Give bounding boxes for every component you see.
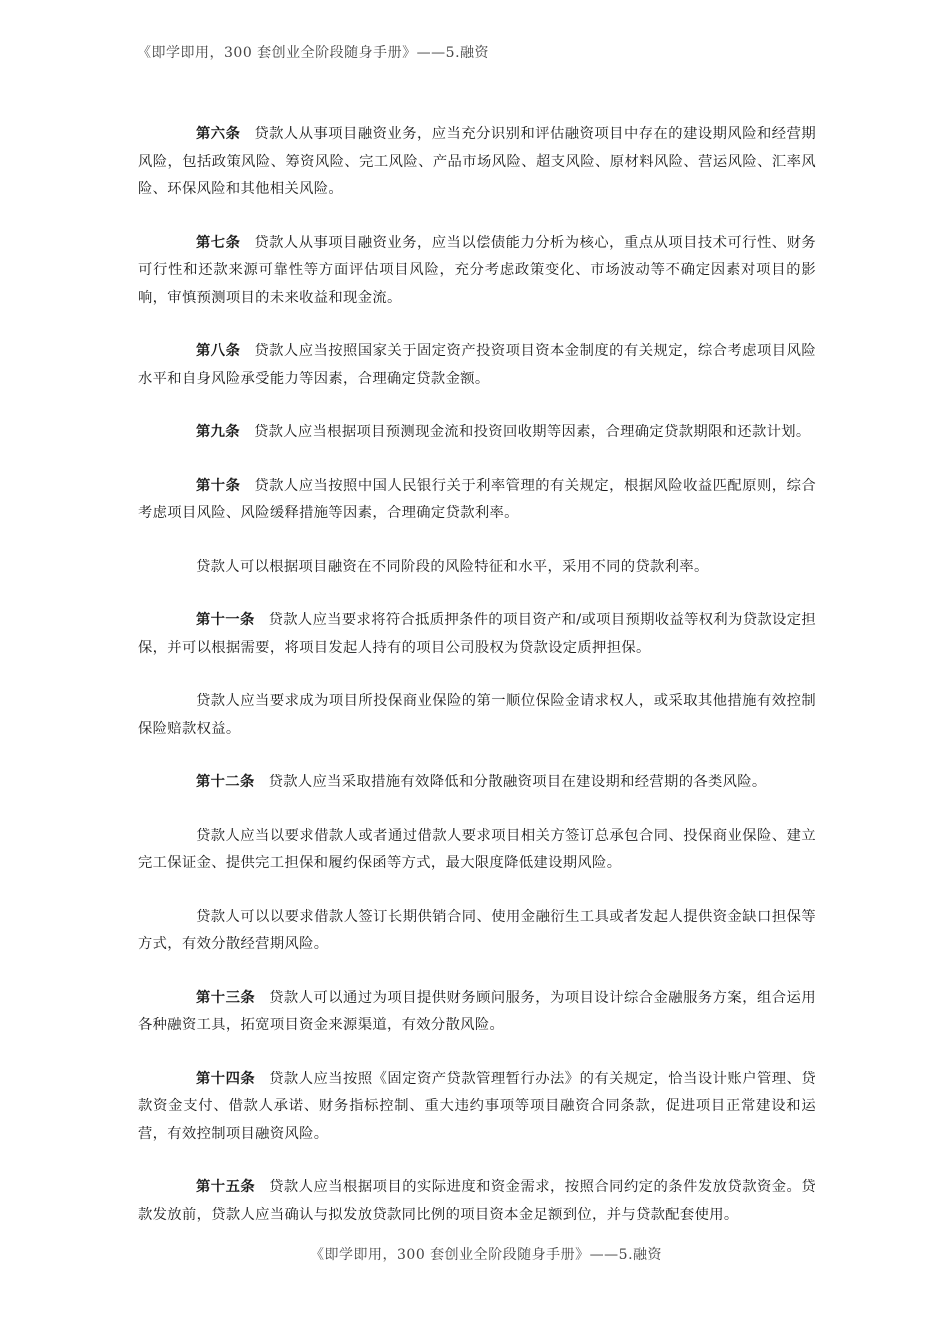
- article-text: 贷款人应当按照《固定资产贷款管理暂行办法》的有关规定，恰当设计账户管理、贷款资金支付、借款人承诺、财务指标控制、重大违约事项等项目融资合同条款，促进项目正常建设和运营，有效控制项目融资风险。: [138, 1070, 816, 1142]
- article-text: 贷款人应当按照中国人民银行关于利率管理的有关规定，根据风险收益匹配原则，综合考虑项目风险、风险缓释措施等因素，合理确定贷款利率。: [138, 477, 816, 521]
- article-text: 贷款人应当根据项目预测现金流和投资回收期等因素，合理确定贷款期限和还款计划。: [253, 424, 811, 440]
- article-9: [138, 419, 816, 447]
- article-text: 贷款人应当根据项目的实际进度和资金需求，按照合同约定的条件发放贷款资金。贷款发放前，贷款人应当确认与拟发放贷款同比例的项目资本金足额到位，并与贷款配套使用。: [138, 1179, 816, 1223]
- article-13: [138, 985, 816, 1040]
- article-number: 第九条: [196, 424, 240, 440]
- article-number: 第八条: [196, 343, 241, 359]
- article-12-clause-2: [138, 823, 816, 878]
- article-text: 贷款人应当要求成为项目所投保商业保险的第一顺位保险金请求权人，或采取其他措施有效控制保险赔款权益。: [138, 693, 816, 737]
- article-7: [138, 230, 816, 313]
- article-number: 第十一条: [196, 612, 255, 628]
- article-12: [138, 769, 816, 797]
- article-number: 第十条: [196, 477, 241, 494]
- article-text: 贷款人从事项目融资业务，应当充分识别和评估融资项目中存在的建设期风险和经营期风险，包括政策风险、筹资风险、完工风险、产品市场风险、超支风险、原材料风险、营运风险、汇率风险、环保风险和其他相关风险。: [138, 126, 816, 197]
- article-text: 贷款人应当按照国家关于固定资产投资项目资本金制度的有关规定，综合考虑项目风险水平和自身风险承受能力等因素，合理确定贷款金额。: [138, 343, 816, 387]
- article-text: 贷款人可以通过为项目提供财务顾问服务，为项目设计综合金融服务方案，组合运用各种融资工具，拓宽项目资金来源渠道，有效分散风险。: [138, 989, 816, 1033]
- article-11: [138, 607, 816, 662]
- article-text: 贷款人应当要求将符合抵质押条件的项目资产和/或项目预期收益等权利为贷款设定担保，并可以根据需要，将项目发起人持有的项目公司股权为贷款设定质押担保。: [138, 612, 816, 656]
- article-number: 第十四条: [196, 1070, 256, 1087]
- article-6: [138, 121, 816, 204]
- article-text: 贷款人应当以要求借款人或者通过借款人要求项目相关方签订总承包合同、投保商业保险、建立完工保证金、提供完工担保和履约保函等方式，最大限度降低建设期风险。: [138, 827, 816, 871]
- article-10-clause-2: [138, 554, 816, 582]
- article-8: [138, 338, 816, 393]
- article-text: 贷款人可以以要求借款人签订长期供销合同、使用金融衍生工具或者发起人提供资金缺口担保等方式，有效分散经营期风险。: [138, 908, 816, 952]
- article-14: [138, 1066, 816, 1149]
- article-10: [138, 473, 816, 528]
- article-text: 贷款人应当采取措施有效降低和分散融资项目在建设期和经营期的各类风险。: [268, 774, 767, 790]
- article-number: 第十三条: [196, 989, 256, 1006]
- article-number: 第十五条: [196, 1179, 256, 1195]
- article-number: 第十二条: [196, 774, 255, 790]
- page-footer: 《即学即用，300 套创业全阶段随身手册》——5.融资: [310, 1247, 663, 1263]
- document-body: [138, 121, 816, 1255]
- article-text: 贷款人从事项目融资业务，应当以偿债能力分析为核心，重点从项目技术可行性、财务可行性和还款来源可靠性等方面评估项目风险，充分考虑政策变化、市场波动等不确定因素对项目的影响，审慎预测项目的未来收益和现金流。: [138, 234, 816, 306]
- article-11-clause-2: [138, 688, 816, 743]
- article-15: [138, 1174, 816, 1229]
- article-number: 第七条: [196, 234, 241, 251]
- page-header: 《即学即用，300 套创业全阶段随身手册》——5.融资: [137, 45, 490, 61]
- article-number: 第六条: [196, 126, 241, 142]
- article-text: 贷款人可以根据项目融资在不同阶段的风险特征和水平，采用不同的贷款利率。: [196, 558, 709, 575]
- article-12-clause-3: [138, 904, 816, 959]
